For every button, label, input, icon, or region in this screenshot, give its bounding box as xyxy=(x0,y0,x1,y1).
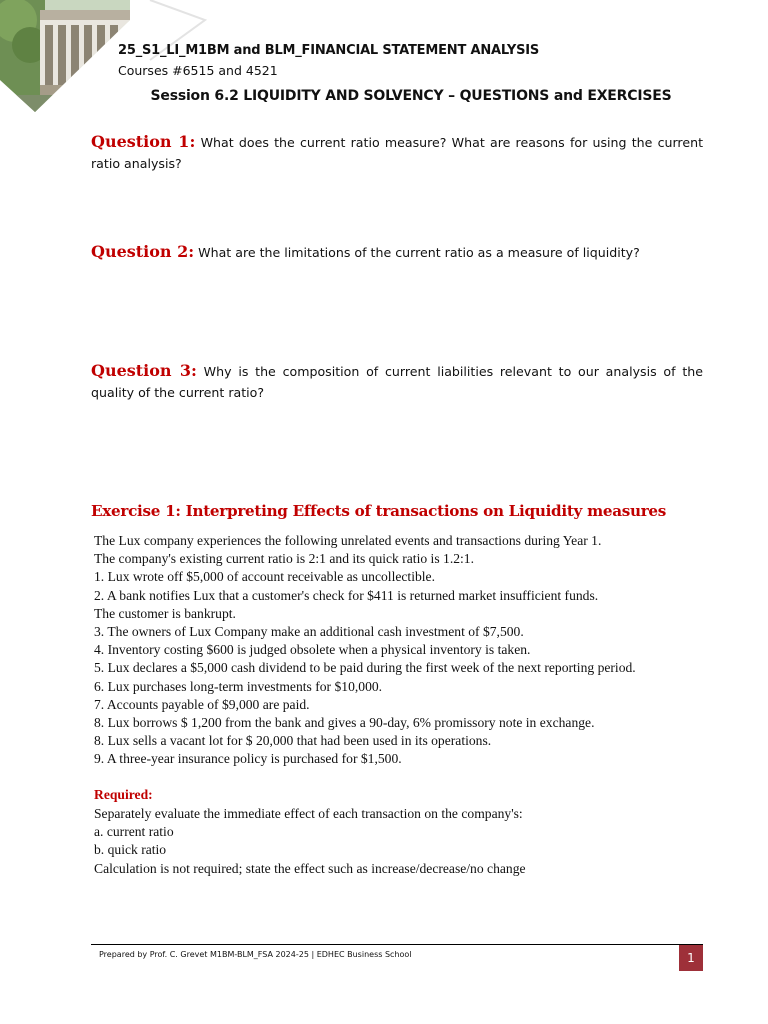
session-title: Session 6.2 LIQUIDITY AND SOLVENCY – QUESTIONS and EXERCISES xyxy=(150,88,672,104)
exercise-line: 3. The owners of Lux Company make an additional cash investment of $7,500. xyxy=(94,623,524,639)
question-3 xyxy=(91,360,703,403)
exercise-line: 8. Lux borrows $ 1,200 from the bank and gives a 90-day, 6% promissory note in exchange. xyxy=(94,714,595,730)
exercise-body xyxy=(94,532,714,768)
required-line: Calculation is not required; state the effect such as increase/decrease/no change xyxy=(94,860,526,876)
required-line: b. quick ratio xyxy=(94,842,167,858)
exercise-line: 4. Inventory costing $600 is judged obsolete when a physical inventory is taken. xyxy=(94,642,531,658)
required-label: Required: xyxy=(94,787,153,802)
exercise-title: Exercise 1: Interpreting Effects of transactions on Liquidity measures xyxy=(91,502,667,520)
course-code: 25_S1_LI_M1BM and BLM_FINANCIAL STATEMENT ANALYSIS xyxy=(118,43,540,58)
page-number: 1 xyxy=(679,945,703,971)
exercise-line: 9. A three-year insurance policy is purchased for $1,500. xyxy=(94,751,402,767)
exercise-line: The customer is bankrupt. xyxy=(94,605,236,621)
exercise-line: 8. Lux sells a vacant lot for $ 20,000 that had been used in its operations. xyxy=(94,733,492,749)
footer-text: Prepared by Prof. C. Grevet M1BM-BLM_FSA 2024-25 | EDHEC Business School xyxy=(99,950,412,959)
exercise-line: 6. Lux purchases long-term investments for $10,000. xyxy=(94,678,383,694)
exercise-line: The Lux company experiences the following unrelated events and transactions during Year 1. xyxy=(94,533,602,548)
exercise-line: The company's existing current ratio is 2:1 and its quick ratio is 1.2:1. xyxy=(94,551,474,567)
required-body xyxy=(94,805,526,878)
question-2-text: What are the limitations of the current ratio as a measure of liquidity? xyxy=(198,245,640,260)
required-line: a. current ratio xyxy=(94,824,174,840)
question-3-text: Why is the composition of current liabilities relevant to our analysis of the quality of the current ratio? xyxy=(91,364,703,400)
exercise-line: 1. Lux wrote off $5,000 of account receivable as uncollectible. xyxy=(94,569,435,585)
exercise-line: 7. Accounts payable of $9,000 are paid. xyxy=(94,696,310,712)
course-numbers: Courses #6515 and 4521 xyxy=(118,63,278,78)
required-line: Separately evaluate the immediate effect of each transaction on the company's: xyxy=(94,806,523,821)
question-2 xyxy=(91,241,703,263)
question-1-label: Question 1: xyxy=(91,132,196,151)
footer-divider xyxy=(91,944,703,945)
exercise-line: 2. A bank notifies Lux that a customer's check for $411 is returned market insufficient funds. xyxy=(94,587,599,603)
question-1 xyxy=(91,131,703,174)
exercise-line: 5. Lux declares a $5,000 cash dividend to be paid during the first week of the next reporting period. xyxy=(94,660,636,676)
question-1-text: What does the current ratio measure? What are reasons for using the current ratio analysis? xyxy=(91,135,704,171)
question-3-label: Question 3: xyxy=(91,361,197,380)
question-2-label: Question 2: xyxy=(91,242,195,261)
